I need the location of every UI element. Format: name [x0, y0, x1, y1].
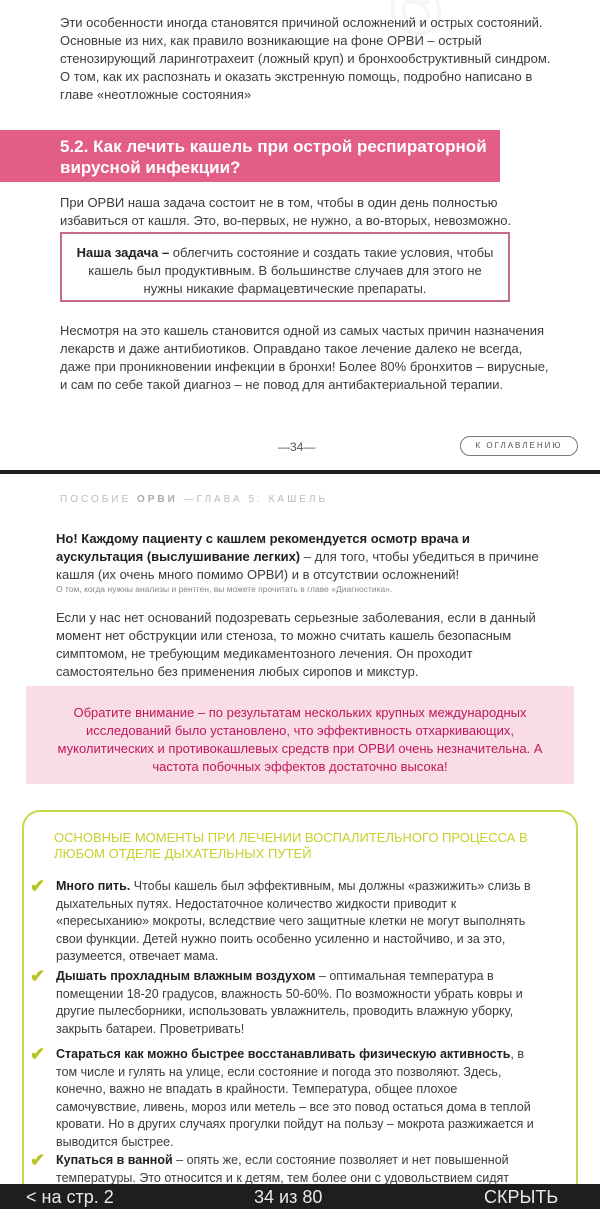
intro-paragraph: Эти особенности иногда становятся причиной осложнений и острых состояний. Основные из них, как правило возникающие на фоне ОРВИ – острый стенозирующий ларинготрахеит (ложный круп) и бронхообструктивный синдром. О том, как их распознать и оказать экстренную помощь, подробно написано в главе «неотложные состояния»: [60, 15, 551, 102]
page-counter: 34 из 80: [254, 1187, 323, 1207]
list-item-text: [56, 1046, 540, 1151]
list-item-text: [56, 878, 540, 966]
running-prefix: ПОСОБИЕ: [60, 494, 137, 505]
list-item-bold: Много пить.: [56, 879, 131, 893]
section-heading: 5.2. Как лечить кашель при острой респираторной вирусной инфекции?: [0, 130, 500, 182]
attention-box: Обратите внимание – по результатам нескольких крупных международных исследований было установлено, что эффективность отхаркивающих, муколитических и противокашлевых средств при ОРВИ очень незначительна. А частота побочных эффектов достаточно высока!: [26, 686, 574, 784]
back-to-page-link[interactable]: < на стр. 2: [26, 1187, 114, 1207]
diagnostics-note: О том, когда нужны анализы и рентген, вы можете прочитать в главе «Диагностика».: [56, 584, 393, 594]
check-icon: ✔: [30, 1150, 46, 1170]
key-points-title: ОСНОВНЫЕ МОМЕНТЫ ПРИ ЛЕЧЕНИИ ВОСПАЛИТЕЛЬНОГО ПРОЦЕССА В ЛЮБОМ ОТДЕЛЕ ДЫХАТЕЛЬНЫХ ПУТЕЙ: [54, 830, 528, 861]
list-item-bold: Дышать прохладным влажным воздухом: [56, 969, 316, 983]
callout-text: облегчить состояние и создать такие условия, чтобы кашель был продуктивным. В большинстве случаев для этого не нужны никакие фармацевтические препараты.: [88, 245, 494, 296]
page-35: [0, 474, 600, 1184]
list-item-text: [56, 1152, 540, 1184]
list-item-bold: Купаться в ванной: [56, 1153, 173, 1167]
table-of-contents-button[interactable]: К ОГЛАВЛЕНИЮ: [460, 436, 578, 456]
page-number: —34—: [278, 440, 316, 454]
list-item-body: Чтобы кашель был эффективным, мы должны «разжижить» слизь в дыхательных путях. Недостаточное количество жидкости приводит к «пересыханию» мокроты, вследствие чего защитные клетки не могут выполнять свои функции. Детей нужно поить особенно усиленно и настойчиво, и за это, разумеется, отвечает мама.: [56, 879, 531, 963]
list-item-bold: Стараться как можно быстрее восстанавливать физическую активность: [56, 1047, 511, 1061]
intro-paragraph-2: [56, 530, 546, 584]
page-34: [0, 0, 600, 470]
intro-bold: Но! Каждому пациенту с кашлем рекомендуется осмотр врача и аускультация (выслушивание легких): [56, 531, 470, 564]
check-icon: ✔: [30, 966, 46, 986]
list-item-body: , в том числе и гулять на улице, если состояние и погода это позволяют. Здесь, конечно, важно не впадать в крайности. Температура, общее плохое самочувствие, ливень, мороз или метель – все это повод остаться дома в теплой кровати. Но в других случаях прогулки пойдут на пользу – мокрота разжижается и выводится быстрее.: [56, 1047, 534, 1149]
check-icon: ✔: [30, 1044, 46, 1064]
paragraph-1: При ОРВИ наша задача состоит не в том, чтобы в один день полностью избавиться от кашля. Это, во-первых, не нужно, а во-вторых, невозможно.: [60, 195, 512, 228]
list-item-body: – опять же, если состояние позволяет и нет повышенной температуры. Это относится и к детям, тем более они с удовольствием сидят: [56, 1153, 510, 1184]
list-item-text: [56, 968, 540, 1038]
intro-text: – для того, чтобы убедиться в причине кашля (их очень много помимо ОРВИ) и в отсутствии осложнений!: [56, 549, 539, 582]
running-header: [60, 494, 328, 505]
running-suffix: —ГЛАВА 5. КАШЕЛЬ: [177, 494, 329, 505]
check-icon: ✔: [30, 876, 46, 896]
paragraph-2: Несмотря на это кашель становится одной из самых частых причин назначения лекарств и даже антибиотиков. Оправдано такое лечение далеко не всегда, даже при проникновении инфекции в бронхи! Более 80% бронхитов – вирусные, и сам по себе такой диагноз – не повод для антибактериальной терапии.: [60, 323, 549, 392]
paragraph-3: Если у нас нет оснований подозревать серьезные заболевания, если в данный момент нет обструкции или стеноза, то можно считать кашель безопасным симптомом, не требующим медикаментозного лечения. Он проходит самостоятельно без применения любых сиропов и микстур.: [56, 610, 536, 679]
callout-box: [60, 232, 510, 302]
reader-bottom-bar: [0, 1184, 600, 1209]
list-item-body: – оптимальная температура в помещении 18-20 градусов, влажность 50-60%. По возможности убрать ковры и другие пылесборники, использовать увлажнитель, проводить влажную уборку, закрыть батареи. Проветривать!: [56, 969, 523, 1036]
callout-bold: Наша задача –: [76, 245, 170, 260]
hide-button[interactable]: СКРЫТЬ: [484, 1187, 559, 1207]
running-bold: ОРВИ: [136, 494, 178, 505]
key-points-box: [22, 810, 578, 1184]
